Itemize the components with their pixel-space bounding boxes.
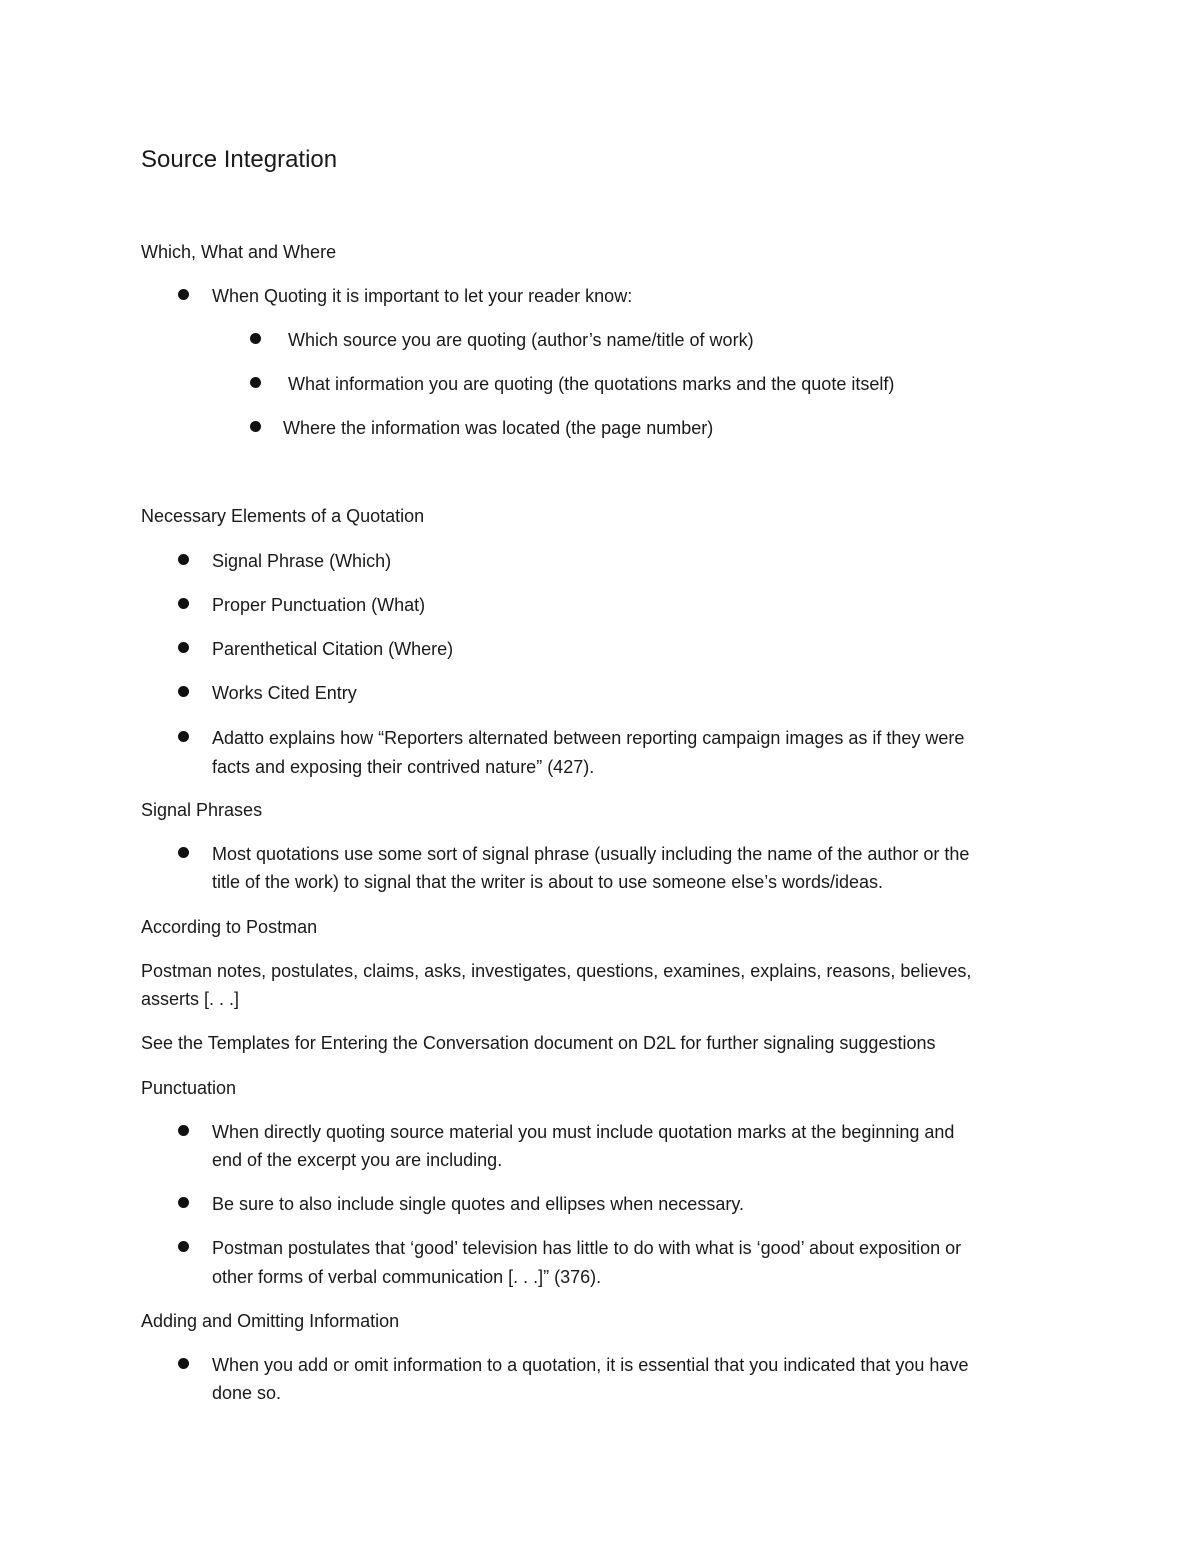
paragraph-according: According to Postman — [141, 917, 318, 937]
list-item-line2: done so. — [212, 1383, 282, 1403]
paragraph-verbs-line2: asserts [. . .] — [141, 989, 240, 1009]
bullet-icon — [178, 1241, 189, 1252]
list-item: Signal Phrase (Which) — [212, 551, 392, 571]
bullet-icon — [178, 731, 189, 742]
list-item: When Quoting it is important to let your reader know: — [212, 286, 633, 306]
paragraph-verbs-line1: Postman notes, postulates, claims, asks, investigates, questions, examines, explains, reasons, believes, — [141, 961, 972, 981]
list-item-line2: title of the work) to signal that the writer is about to use someone else’s words/ideas. — [212, 872, 884, 892]
bullet-icon — [178, 642, 189, 653]
list-item: Works Cited Entry — [212, 683, 357, 703]
list-item-line1: When directly quoting source material you must include quotation marks at the beginning and — [212, 1122, 955, 1142]
paragraph-see-templates: See the Templates for Entering the Conversation document on D2L for further signaling suggestions — [141, 1033, 936, 1053]
section-heading-which-what-where: Which, What and Where — [141, 242, 337, 262]
list-item-line2: other forms of verbal communication [. . .]” (376). — [212, 1267, 602, 1287]
section-heading-necessary-elements: Necessary Elements of a Quotation — [141, 506, 425, 526]
bullet-icon — [250, 333, 261, 344]
list-item-line1: Postman postulates that ‘good’ television has little to do with what is ‘good’ about exposition or — [212, 1238, 962, 1258]
bullet-icon — [178, 686, 189, 697]
list-item-example-line2: facts and exposing their contrived nature” (427). — [212, 757, 595, 777]
list-item-line1: When you add or omit information to a quotation, it is essential that you indicated that you have — [212, 1355, 969, 1375]
list-item-example-line1: Adatto explains how “Reporters alternated between reporting campaign images as if they were — [212, 728, 965, 748]
list-item-line2: end of the excerpt you are including. — [212, 1150, 503, 1170]
bullet-icon — [178, 554, 189, 565]
bullet-icon — [178, 598, 189, 609]
bullet-icon — [178, 289, 189, 300]
list-item-line1: Most quotations use some sort of signal phrase (usually including the name of the author or the — [212, 844, 970, 864]
bullet-icon — [178, 1358, 189, 1369]
bullet-icon — [178, 847, 189, 858]
list-item: Which source you are quoting (author’s name/title of work) — [288, 330, 754, 350]
page-title: Source Integration — [141, 146, 338, 173]
list-item: What information you are quoting (the quotations marks and the quote itself) — [288, 374, 895, 394]
list-item: Parenthetical Citation (Where) — [212, 639, 454, 659]
bullet-icon — [178, 1197, 189, 1208]
section-heading-adding-omitting: Adding and Omitting Information — [141, 1311, 400, 1331]
list-item: Be sure to also include single quotes and ellipses when necessary. — [212, 1194, 744, 1214]
bullet-icon — [250, 377, 261, 388]
bullet-icon — [178, 1125, 189, 1136]
bullet-icon — [250, 421, 261, 432]
list-item: Where the information was located (the page number) — [283, 418, 714, 438]
list-item: Proper Punctuation (What) — [212, 595, 426, 615]
section-heading-signal-phrases: Signal Phrases — [141, 800, 263, 820]
section-heading-punctuation: Punctuation — [141, 1078, 237, 1098]
